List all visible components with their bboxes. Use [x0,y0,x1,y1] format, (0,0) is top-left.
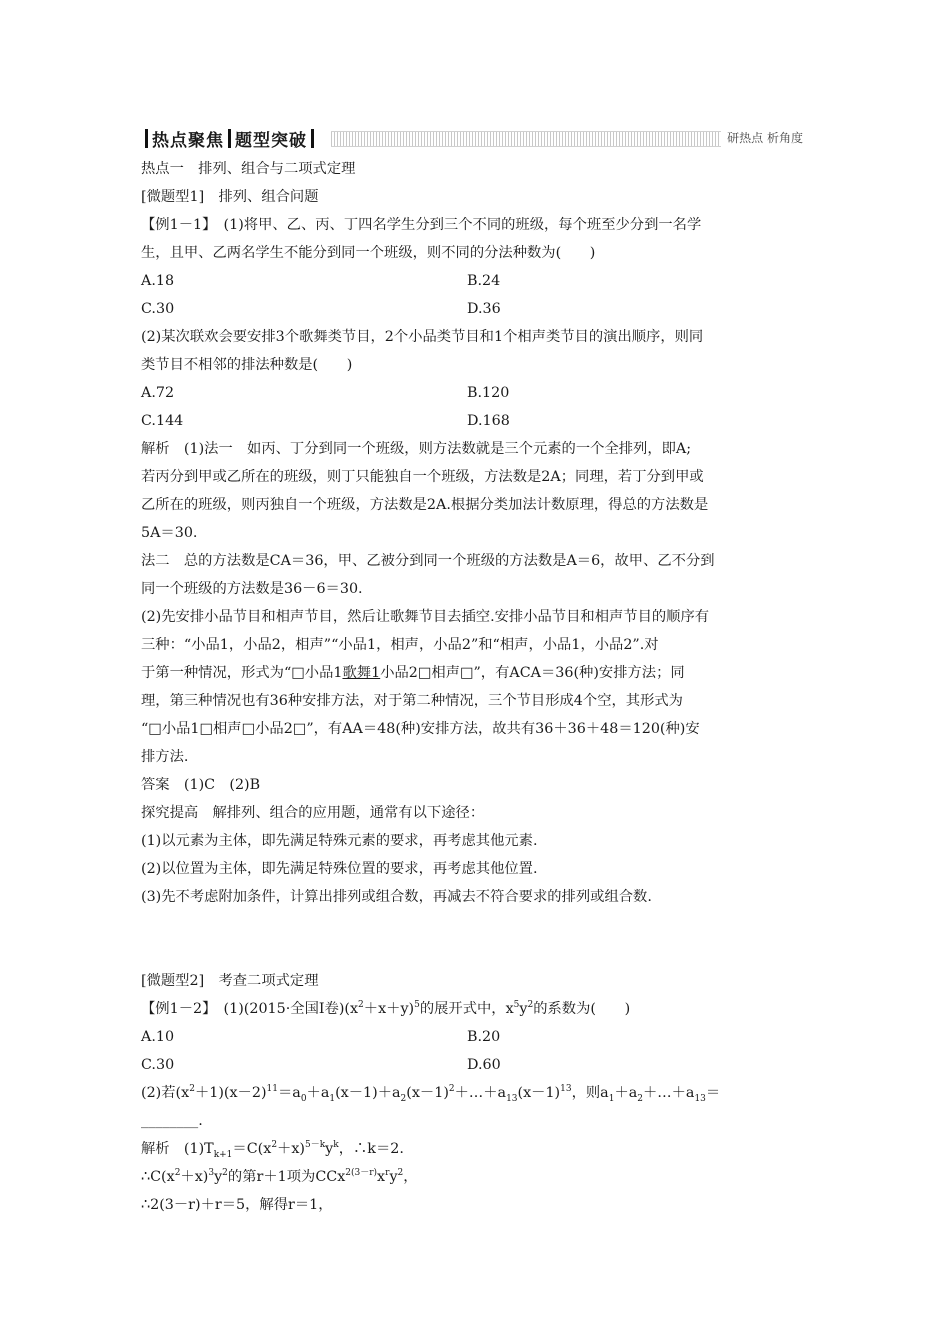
solution-line: (2)先安排小品节目和相声节目，然后让歌舞节目去插空.安排小品节目和相声节目的顺序有 [141,609,710,625]
tips-title: 探究提高 解排列、组合的应用题，通常有以下途径： [141,805,485,821]
superscript: 2 [397,1168,404,1179]
example-1-1-line-1: 【例1－1】 (1)将甲、乙、丙、丁四名学生分到三个不同的班级，每个班至少分到一名学 [141,217,702,233]
subsection-title-2: [微题型2] 考查二项式定理 [141,973,319,989]
math-text: ＝a [277,1085,301,1101]
superscript: 2 [448,1084,455,1095]
option-c: C.30 [141,1057,175,1073]
solution-line: ∴2(3－r)＋r＝5，解得r＝1， [141,1197,333,1213]
option-b: B.120 [467,385,510,401]
document-body [141,155,811,1219]
subsection-title-1: [微题型1] 排列、组合问题 [141,189,319,205]
math-text: y [325,1141,334,1157]
options-row [141,295,811,323]
superscript: 2 [358,1000,364,1011]
superscript: 5－k [304,1140,326,1151]
math-text: (x－1) [517,1085,561,1101]
option-b: B.20 [467,1029,501,1045]
math-text: (x－1)＋a [335,1085,401,1101]
example-1-2-q2-line-1 [141,1079,811,1107]
superscript: 11 [266,1084,278,1095]
math-text: ＋a [306,1085,330,1101]
banner-bar-icon [145,129,148,148]
section-banner [141,127,809,149]
section-heading: 热点一 排列、组合与二项式定理 [141,161,356,177]
math-text: 的展开式中，x [419,1001,514,1017]
math-text: ＋…＋a [454,1085,507,1101]
superscript: r [385,1168,390,1179]
superscript: 2 [222,1168,228,1179]
math-text: 解析 (1)T [141,1141,214,1157]
math-text: ，则a [571,1085,609,1101]
solution-line: “□小品1□相声□小品2□”，有AA＝48(种)安排方法，故共有36＋36＋48＝120(种)安 [141,721,700,737]
solution-line: 解析 (1)法一 如丙、丁分到同一个班级，则方法数就是三个元素的一个全排列，即A; [141,441,692,457]
math-text: x [377,1169,386,1185]
math-text: ∴C(x [141,1169,175,1185]
option-d: D.60 [467,1057,501,1073]
math-text: y [214,1169,223,1185]
math-text: 【例1－2】 (1)(2015·全国Ⅰ卷)(x [141,1001,359,1017]
math-text: (2)若(x [141,1085,190,1101]
example-1-2-line-1 [141,995,811,1023]
options-row [141,1051,811,1079]
solution-line: 同一个班级的方法数是36－6＝30. [141,581,363,597]
superscript: 2 [174,1168,181,1179]
solution-line [141,1163,811,1191]
option-a: A.10 [141,1029,175,1045]
option-d: D.36 [467,301,501,317]
banner-bar-icon [311,129,314,148]
options-row [141,1023,811,1051]
options-row [141,407,811,435]
tips-item: (1)以元素为主体，即先满足特殊元素的要求，再考虑其他元素. [141,833,538,849]
superscript: 13 [560,1084,572,1095]
math-text: ＋x＋y) [363,1001,415,1017]
superscript: 2 [527,1000,534,1011]
solution-line: 5A＝30. [141,525,198,541]
example-1-1-q2-line-2: 类节目不相邻的排法种数是( ) [141,357,353,373]
math-text: 的第r＋1项为CCx [227,1169,346,1185]
math-text: y [519,1001,528,1017]
option-c: C.30 [141,301,175,317]
subscript: 0 [300,1093,307,1104]
answer-line: 答案 (1)C (2)B [141,777,261,793]
math-text: ＋a [614,1085,638,1101]
example-1-1-line-2: 生，且甲、乙两名学生不能分到同一个班级，则不同的分法种数为( ) [141,245,596,261]
math-text: (x－1) [406,1085,449,1101]
superscript: 5 [414,1000,420,1011]
underlined-text: 歌舞1 [342,665,381,681]
answer-blank: ________. [141,1113,203,1129]
math-text: ＝C(x [232,1141,272,1157]
options-row [141,379,811,407]
subscript: 13 [506,1093,518,1104]
math-text: y [389,1169,398,1185]
superscript: 3 [208,1168,215,1179]
solution-line: 乙所在的班级，则丙独自一个班级，方法数是2A.根据分类加法计数原理，得总的方法数是 [141,497,709,513]
tips-item: (3)先不考虑附加条件，计算出排列或组合数，再减去不符合要求的排列或组合数. [141,889,652,905]
math-text: ＋1)(x－2) [194,1085,267,1101]
option-d: D.168 [467,413,510,429]
solution-line: 理，第三种情况也有36种安排方法，对于第二种情况，三个节目形成4个空，其形式为 [141,693,683,709]
solution-line [141,659,811,687]
solution-text: 于第一种情况，形式为“□小品1 [141,665,343,681]
math-text: ＝ [705,1085,721,1101]
subscript: 2 [637,1093,644,1104]
subscript: 1 [608,1093,615,1104]
superscript: k [333,1140,339,1151]
subscript: 2 [400,1093,407,1104]
math-text: 的系数为( ) [533,1001,631,1017]
spacer [141,911,811,967]
tips-item: (2)以位置为主体，即先满足特殊位置的要求，再考虑其他位置. [141,861,538,877]
option-c: C.144 [141,413,184,429]
solution-line [141,1135,811,1163]
options-row [141,267,811,295]
solution-line: 排方法. [141,749,189,765]
solution-line: 三种：“小品1，小品2，相声”“小品1，相声，小品2”和“相声，小品1，小品2”.对 [141,637,659,653]
superscript: 2 [189,1084,195,1095]
option-a: A.18 [141,273,175,289]
subscript: k+1 [213,1149,233,1160]
superscript: 2(3－r) [345,1168,378,1179]
math-text: ＋x) [180,1169,209,1185]
example-1-1-q2-line-1: (2)某次联欢会要安排3个歌舞类节目，2个小品类节目和1个相声类节目的演出顺序，则同 [141,329,704,345]
math-text: ＋…＋a [643,1085,695,1101]
banner-title-part2: 题型突破 [235,130,307,151]
banner-title-part1: 热点聚焦 [152,130,224,151]
banner-title [141,127,322,149]
superscript: 2 [271,1140,278,1151]
option-a: A.72 [141,385,175,401]
banner-subtitle: 研热点 析角度 [721,127,809,149]
math-text: ＋x) [277,1141,305,1157]
math-text: ，∴k＝2. [338,1141,404,1157]
solution-line: 若丙分到甲或乙所在的班级，则丁只能独自一个班级，方法数是2A；同理，若丁分到甲或 [141,469,704,485]
solution-line: 法二 总的方法数是CA＝36，甲、乙被分到同一个班级的方法数是A＝6，故甲、乙不分到 [141,553,715,569]
subscript: 13 [694,1093,706,1104]
subscript: 1 [329,1093,336,1104]
option-b: B.24 [467,273,501,289]
solution-text: 小品2□相声□”，有ACA＝36(种)安排方法；同 [380,665,685,681]
math-text: ， [403,1169,418,1185]
banner-bar-icon [228,129,231,148]
superscript: 5 [513,1000,520,1011]
